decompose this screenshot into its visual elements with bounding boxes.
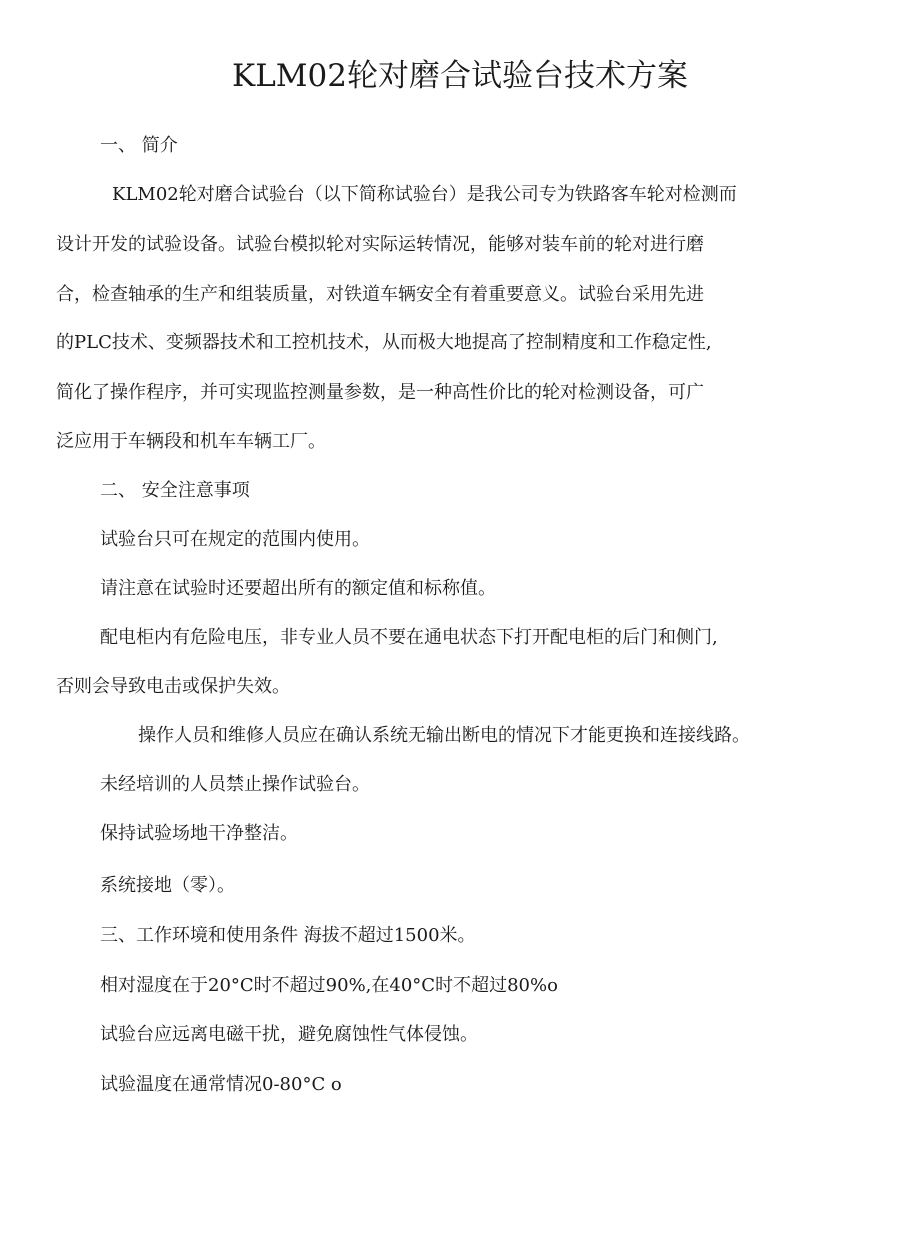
section-heading-intro: 一、 简介 [100,135,178,156]
section-heading-safety: 二、 安全注意事项 [100,480,250,501]
paragraph-line: 泛应用于车辆段和机车车辆工厂。 [56,431,326,452]
safety-item: 操作人员和维修人员应在确认系统无输出断电的情况下才能更换和连接线路。 [138,725,750,746]
paragraph-line: 简化了操作程序，并可实现监控测量参数，是一种高性价比的轮对检测设备，可广 [56,382,704,403]
environment-item: 试验台应远离电磁干扰，避免腐蚀性气体侵蚀。 [100,1024,478,1045]
section-heading-environment: 三、工作环境和使用条件 海拔不超过1500米。 [100,925,476,946]
safety-item: 配电柜内有危险电压，非专业人员不要在通电状态下打开配电柜的后门和侧门, [100,627,718,648]
safety-item: 否则会导致电击或保护失效。 [56,676,290,697]
environment-item: 试验温度在通常情况0-80°C o [100,1074,342,1095]
paragraph-line: KLM02轮对磨合试验台（以下简称试验台）是我公司专为铁路客车轮对检测而 [112,184,737,205]
paragraph-line: 设计开发的试验设备。试验台模拟轮对实际运转情况，能够对装车前的轮对进行磨 [56,234,704,255]
environment-item: 相对湿度在于20°C时不超过90%,在40°C时不超过80%o [100,975,558,996]
safety-item: 试验台只可在规定的范围内使用。 [100,529,370,550]
safety-item: 保持试验场地干净整洁。 [100,823,298,844]
paragraph-line: 的PLC技术、变频器技术和工控机技术，从而极大地提高了控制精度和工作稳定性, [56,332,712,353]
safety-item: 未经培训的人员禁止操作试验台。 [100,774,370,795]
paragraph-line: 合，检查轴承的生产和组装质量，对铁道车辆安全有着重要意义。试验台采用先进 [56,284,704,305]
safety-item: 请注意在试验时还要超出所有的额定值和标称值。 [100,578,496,599]
document-title: KLM02轮对磨合试验台技术方案 [232,58,688,94]
safety-item: 系统接地（零）。 [100,875,235,896]
